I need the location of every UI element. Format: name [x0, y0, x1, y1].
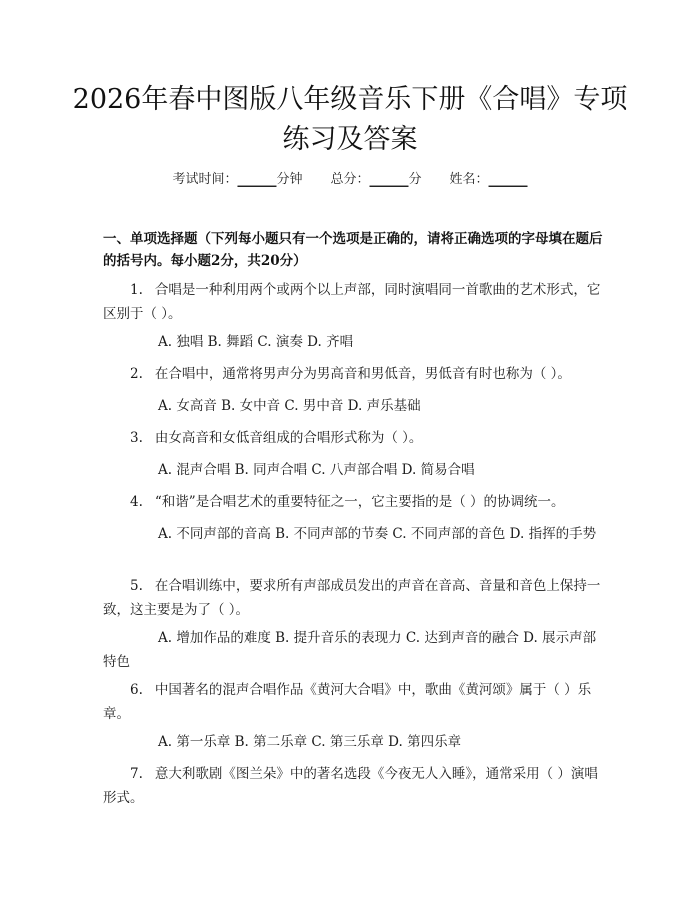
- question-number: 5.: [130, 578, 143, 594]
- exam-time-label: 考试时间：: [172, 172, 238, 187]
- student-name-label: 姓名：: [449, 172, 489, 187]
- question-2: [103, 362, 608, 386]
- question-number: 7.: [130, 766, 143, 782]
- exam-time-blank: ______: [237, 172, 277, 187]
- total-score-blank: ______: [369, 172, 409, 187]
- question-text: 中国著名的混声合唱作品《黄河大合唱》中，歌曲《黄河颂》属于（ ）乐章。: [103, 682, 592, 722]
- question-6-options: A. 第一乐章 B. 第二乐章 C. 第三乐章 D. 第四乐章: [158, 734, 462, 750]
- question-7: [103, 762, 608, 810]
- question-5: [103, 574, 608, 622]
- section-heading: 一、单项选择题（下列每小题只有一个选项是正确的，请将正确选项的字母填在题后的括号内。每小题2分，共20分）: [103, 231, 603, 269]
- total-score-unit: 分: [408, 172, 422, 187]
- question-text: 意大利歌剧《图兰朵》中的著名选段《今夜无人入睡》，通常采用（ ）演唱形式。: [103, 766, 598, 806]
- total-score-label: 总分：: [330, 172, 370, 187]
- question-3-options: A. 混声合唱 B. 同声合唱 C. 八声部合唱 D. 简易合唱: [158, 462, 475, 478]
- question-number: 1.: [130, 282, 143, 298]
- question-text: “和谐”是合唱艺术的重要特征之一，它主要指的是（ ）的协调统一。: [154, 494, 565, 510]
- exam-info-line: [0, 168, 700, 187]
- question-text: 在合唱训练中，要求所有声部成员发出的声音在音高、音量和音色上保持一致，这主要是为了（ ）。: [103, 578, 601, 618]
- exam-time-unit: 分钟: [276, 172, 303, 187]
- question-1: [103, 278, 608, 326]
- question-1-options: A. 独唱 B. 舞蹈 C. 演奏 D. 齐唱: [158, 334, 354, 350]
- question-text: 合唱是一种利用两个或两个以上声部，同时演唱同一首歌曲的艺术形式，它区别于（ ）。: [103, 282, 601, 322]
- question-number: 4.: [130, 494, 143, 510]
- question-text: 在合唱中，通常将男声分为男高音和男低音，男低音有时也称为（ ）。: [154, 366, 571, 382]
- question-4: [103, 490, 608, 514]
- question-2-options: A. 女高音 B. 女中音 C. 男中音 D. 声乐基础: [158, 398, 421, 414]
- question-number: 3.: [130, 430, 143, 446]
- student-name-blank: ______: [488, 172, 528, 187]
- question-6: [103, 678, 608, 726]
- question-number: 2.: [130, 366, 143, 382]
- question-5-options: A. 增加作品的难度 B. 提升音乐的表现力 C. 达到声音的融合 D. 展示声部特色: [103, 630, 597, 670]
- question-4-options: A. 不同声部的音高 B. 不同声部的节奏 C. 不同声部的音色 D. 指挥的手势: [158, 526, 597, 542]
- question-text: 由女高音和女低音组成的合唱形式称为（ ）。: [154, 430, 423, 446]
- question-number: 6.: [130, 682, 143, 698]
- question-3: [103, 426, 608, 450]
- document-title: 2026年春中图版八年级音乐下册《合唱》专项练习及答案: [72, 84, 628, 155]
